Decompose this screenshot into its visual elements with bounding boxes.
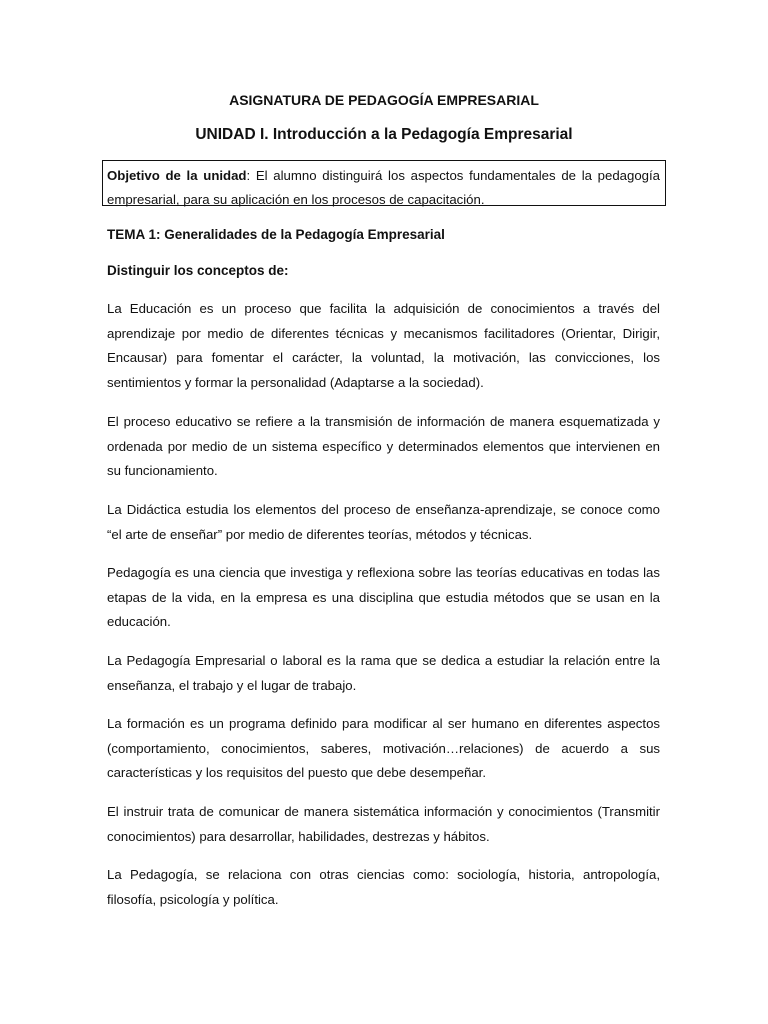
topic-heading: TEMA 1: Generalidades de la Pedagogía Empresarial [107, 227, 445, 242]
paragraph-instruir: El instruir trata de comunicar de manera sistemática información y conocimientos (Transmitir conocimientos) para desarrollar, habilidades, destrezas y hábitos. [107, 804, 660, 844]
paragraph-relaciones: La Pedagogía, se relaciona con otras ciencias como: sociología, historia, antropología, filosofía, psicología y política. [107, 867, 660, 907]
unit-title: UNIDAD I. Introducción a la Pedagogía Empresarial [195, 126, 573, 143]
objective-box [102, 160, 666, 206]
objective-text: : El alumno distinguirá los aspectos fundamentales de la pedagogía empresarial, para su aplicación en los procesos de capacitación. [107, 168, 660, 207]
paragraph-proceso-educativo: El proceso educativo se refiere a la transmisión de información de manera esquematizada y ordenada por medio de un sistema específico y determinados elementos que intervienen en su funcionamiento. [107, 414, 660, 479]
document-title: ASIGNATURA DE PEDAGOGÍA EMPRESARIAL [229, 92, 539, 108]
paragraph-educacion: La Educación es un proceso que facilita la adquisición de conocimientos a través del aprendizaje por medio de diferentes técnicas y mecanismos facilitadores (Orientar, Dirigir, Encausar) para fomentar el carácter, la voluntad, la motivación, las convicciones, los sentimientos y formar la personalidad (Adaptarse a la sociedad). [107, 301, 660, 390]
section-heading: Distinguir los conceptos de: [107, 263, 289, 278]
paragraph-formacion: La formación es un programa definido para modificar al ser humano en diferentes aspectos (comportamiento, conocimientos, saberes, motivación…relaciones) de acuerdo a sus características y los requisitos del puesto que debe desempeñar. [107, 716, 660, 781]
paragraph-pedagogia: Pedagogía es una ciencia que investiga y reflexiona sobre las teorías educativas en todas las etapas de la vida, en la empresa es una disciplina que estudia métodos que se usan en la educación. [107, 565, 660, 630]
objective-label: Objetivo de la unidad [107, 168, 247, 183]
paragraph-pedagogia-empresarial: La Pedagogía Empresarial o laboral es la rama que se dedica a estudiar la relación entre la enseñanza, el trabajo y el lugar de trabajo. [107, 653, 660, 693]
paragraph-didactica: La Didáctica estudia los elementos del proceso de enseñanza-aprendizaje, se conoce como “el arte de enseñar” por medio de diferentes teorías, métodos y técnicas. [107, 502, 660, 542]
